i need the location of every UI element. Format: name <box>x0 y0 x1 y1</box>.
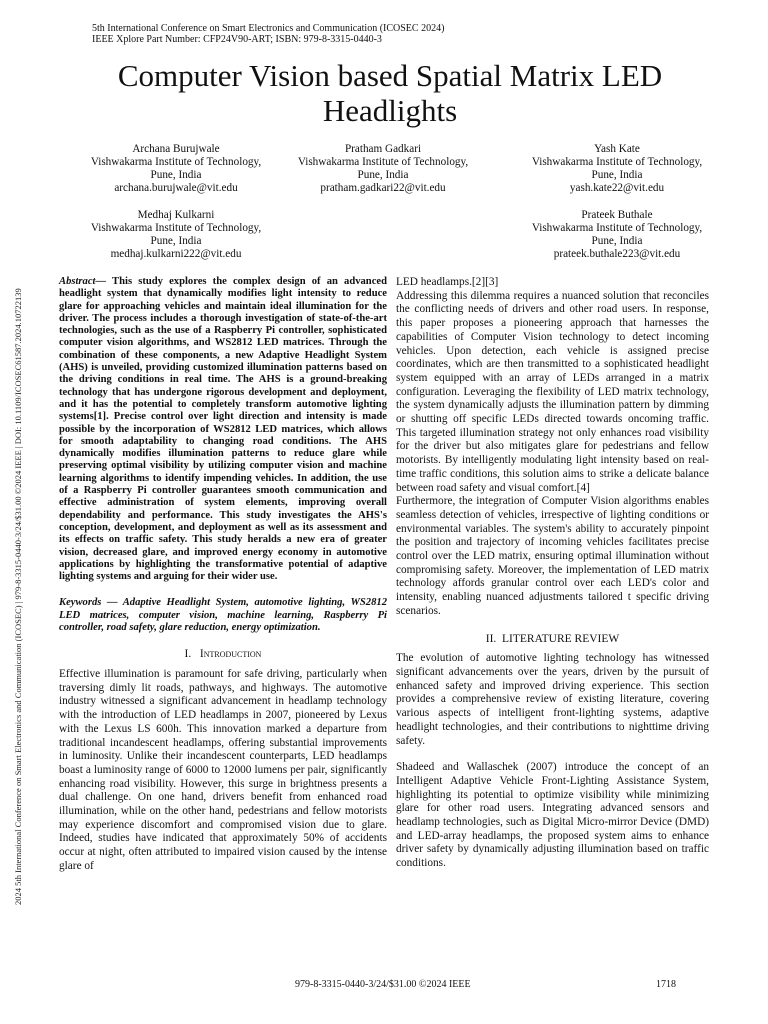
author-block <box>507 143 727 195</box>
author-block <box>66 143 286 195</box>
author-affiliation: Vishwakarma Institute of Technology, <box>90 156 262 168</box>
intro-paragraph: Furthermore, the integration of Computer Vision algorithms enables seamless detection of vehicles, irrespective of lighting conditions or environmental variables. The system's ability to accurately pinpoint the position and trajectory of incoming vehicles facilitates precise control over the LED matrix, ensuring optimal illumination without compromising safety. Moreover, the implementation of LED matrix technology affords granular control over each LED's color and intensity, enabling nuanced adjustments tailored t specific driving scenarios. <box>396 495 709 617</box>
author-name: Medhaj Kulkarni <box>137 209 215 221</box>
author-block <box>507 209 727 261</box>
conference-name: 5th International Conference on Smart Electronics and Communication (ICOSEC 2024) <box>92 23 445 34</box>
author-email: yash.kate22@vit.edu <box>569 182 665 194</box>
paper-title: Computer Vision based Spatial Matrix LED Headlights <box>117 58 663 128</box>
page-number: 1718 <box>656 979 676 990</box>
section-heading-literature-review <box>396 633 709 647</box>
author-affiliation: Vishwakarma Institute of Technology, <box>531 222 703 234</box>
abstract-label: Abstract— <box>59 276 107 287</box>
section-title: Introduction <box>199 648 262 661</box>
footer-copyright: 979-8-3315-0440-3/24/$31.00 ©2024 IEEE <box>295 979 471 990</box>
author-name: Yash Kate <box>594 143 640 155</box>
author-location: Pune, India <box>357 169 409 181</box>
intro-paragraph: Effective illumination is paramount for safe driving, particularly when traversing dimly lit roads, pathways, and highways. The automotive industry witnessed a significant advancement in headlamp technology with the introduction of LED headlamps in 2007, pioneered by Lexus with the Lexus LS 600h. This innovation marked a departure from traditional incandescent headlamps, offering substantial improvements in luminosity. Unlike their incandescent counterparts, LED headlamps boast a luminosity range of 6000 to 12000 lumens per pair, significantly enhancing road visibility. However, this surge in brightness presents a dual challenge. On one hand, drivers benefit from enhanced road illumination, while on the other hand, pedestrians and fellow motorists may experience discomfort and compromised vision due to glare. Indeed, studies have indicated that approximately 50% of accidents occur at night, often attributed to impaired vision caused by the intense glare of <box>59 668 387 872</box>
author-affiliation: Vishwakarma Institute of Technology, <box>531 156 703 168</box>
author-location: Pune, India <box>591 169 643 181</box>
abstract-text: This study explores the complex design of an advanced headlight system that dynamically modifies light intensity to reduce glare for approaching vehicles and maintain ideal illumination for the driver. The process includes a thorough investigation of state-of-the-art technologies, such as the use of a Raspberry Pi controller, sophisticated computer vision algorithms, and WS2812 LED matrices. Through the combination of these components, a new Adaptive Headlight System (AHS) is unveiled, providing customized illumination patterns based on the driving conditions in real time. The AHS is a ground-breaking technology that has undergone rigorous development and deployment, and it has the potential to completely transform automotive lighting systems[1]. Precise control over light direction and intensity is made possible by the incorporation of WS2812 LED matrices, which allows for smooth adaptability to changing road conditions. The AHS dynamically modifies illumination patterns to reduce glare while preserving optimal visibility by utilizing computer vision and machine learning algorithms to identify impending vehicles. In addition, the use of a Raspberry Pi controller guarantees smooth communication and effective administration of system elements, improving overall dependability and performance. This study investigates the AHS's conception, development, and deployment as well as its assessment and its effects on traffic safety. This study heralds a new era of greater vision, decreased glare, and improved energy economy in automotive applications by highlighting the transformative potential of adaptive lighting systems and arguing for their wider use. <box>59 276 387 583</box>
author-email: medhaj.kulkarni222@vit.edu <box>110 248 242 260</box>
author-block <box>273 143 493 195</box>
literature-paragraph: Shadeed and Wallaschek (2007) introduce the concept of an Intelligent Adaptive Vehicle Front-Lighting Assistance System, highlighting its potential to optimize visibility while minimizing glare for other road users. Integrating advanced sensors and headlamp technologies, such as Digital Micro-mirror Device (DMD) and LED-array headlamps, the proposed system aims to enhance driver safety by dynamically adjusting illumination based on traffic conditions. <box>396 761 709 870</box>
intro-paragraph: Addressing this dilemma requires a nuanced solution that reconciles the conflicting needs of drivers and other road users. In response, this paper proposes a pioneering approach that harnesses the capabilities of Computer Vision technology to detect incoming vehicles. Upon detection, each vehicle is assigned precise coordinates, which are then transmitted to a sophisticated headlight system equipped with an array of LEDs arranged in a matrix configuration. Leveraging the flexibility of LED matrix technology, the system dynamically adjusts the illumination pattern by dimming or shutting off specific LEDs directed towards oncoming traffic. This targeted illumination strategy not only enhances road visibility for the driver but also mitigates glare for pedestrians and fellow motorists. By intelligently modulating light intensity based on real-time traffic conditions, this solution aims to strike a delicate balance between road safety and visual comfort.[4] <box>396 289 709 494</box>
literature-paragraph: The evolution of automotive lighting technology has witnessed significant advancements over the years, driven by the pursuit of enhanced safety and improved driving experience. This section provides a comprehensive review of existing literature, covering various aspects of intelligent front-lighting systems, adaptive headlight technologies, and their contributions to nighttime driving safety. <box>396 652 709 747</box>
keywords <box>59 597 387 634</box>
author-email: prateek.buthale223@vit.edu <box>553 248 681 260</box>
author-name: Pratham Gadkari <box>344 143 422 155</box>
conference-header <box>92 23 444 45</box>
conference-isbn: IEEE Xplore Part Number: CFP24V90-ART; ISBN: 979-8-3315-0440-3 <box>92 34 382 45</box>
author-block <box>66 209 286 261</box>
section-number: II. <box>485 632 497 645</box>
author-location: Pune, India <box>150 169 202 181</box>
section-number: I. <box>184 648 192 661</box>
author-email: pratham.gadkari22@vit.edu <box>320 182 446 194</box>
section-title: LITERATURE REVIEW <box>502 632 620 645</box>
intro-paragraph-continued: LED headlamps.[2][3] <box>396 276 499 288</box>
doi-sidebar: 2024 5th International Conference on Smart Electronics and Communication (ICOSEC) | 979-8-3315-0440-3/24/$31.00 ©2024 IEEE | DOI: 10.1109/ICOSEC61587.2024.10722139 <box>13 288 23 905</box>
keywords-label: Keywords <box>59 597 102 609</box>
author-name: Prateek Buthale <box>581 209 653 221</box>
author-affiliation: Vishwakarma Institute of Technology, <box>90 222 262 234</box>
author-location: Pune, India <box>591 235 643 247</box>
abstract <box>59 276 387 583</box>
section-heading-introduction <box>59 648 387 662</box>
author-name: Archana Burujwale <box>132 143 220 155</box>
author-email: archana.burujwale@vit.edu <box>114 182 238 194</box>
keywords-text: — Adaptive Headlight System, automotive lighting, WS2812 LED matrices, computer vision, machine learning, Raspberry Pi controller, road safety, glare reduction, energy optimization. <box>59 597 387 634</box>
author-location: Pune, India <box>150 235 202 247</box>
left-column <box>59 276 387 874</box>
right-column <box>396 276 709 871</box>
author-affiliation: Vishwakarma Institute of Technology, <box>297 156 469 168</box>
